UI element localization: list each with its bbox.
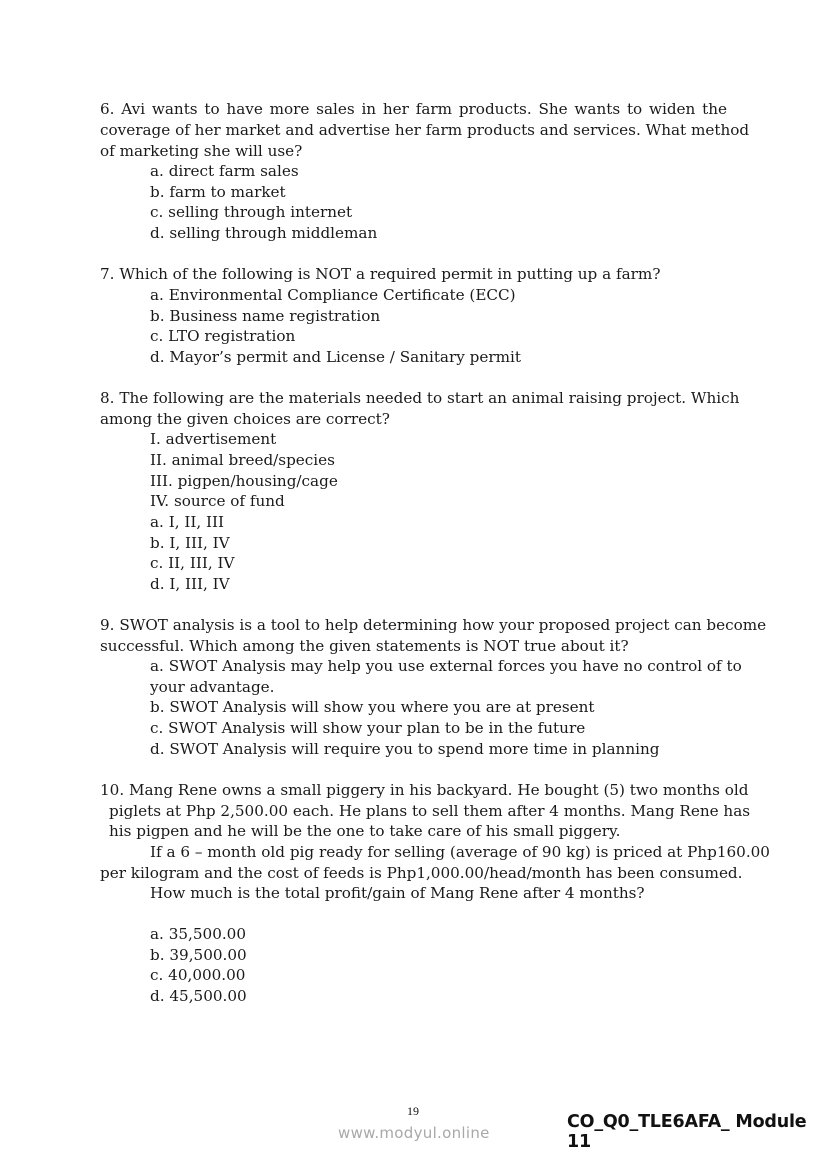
roman-item: II. animal breed/species <box>150 451 335 469</box>
question-stem-line: successful. Which among the given statements is NOT true about it? <box>100 637 629 655</box>
watermark-url: www.modyul.online <box>338 1124 490 1142</box>
answer-choice: c. LTO registration <box>150 327 296 345</box>
question-stem-line: 6. Avi wants to have more sales in her farm products. She wants to widen the <box>100 100 727 118</box>
answer-choice: a. I, II, III <box>150 513 225 531</box>
question-stem-line: piglets at Php 2,500.00 each. He plans to sell them after 4 months. Mang Rene has <box>109 802 751 820</box>
roman-item: I. advertisement <box>150 430 277 448</box>
answer-choice: b. I, III, IV <box>150 534 230 552</box>
question-stem-line: per kilogram and the cost of feeds is Php1,000.00/head/month has been consumed. <box>100 864 743 882</box>
answer-choice: d. I, III, IV <box>150 575 230 593</box>
answer-choice: d. SWOT Analysis will require you to spend more time in planning <box>150 740 660 758</box>
answer-choice: c. 40,000.00 <box>150 966 246 984</box>
module-code: CO_Q0_TLE6AFA_ Module 11 <box>567 1112 807 1152</box>
answer-choice: a. direct farm sales <box>150 162 299 180</box>
question-stem-line: coverage of her market and advertise her farm products and services. What method <box>100 121 750 139</box>
answer-choice-continued: your advantage. <box>150 678 275 696</box>
answer-choice: d. selling through middleman <box>150 224 378 242</box>
roman-item: III. pigpen/housing/cage <box>150 472 338 490</box>
answer-choice: b. SWOT Analysis will show you where you are at present <box>150 698 595 716</box>
answer-choice: a. 35,500.00 <box>150 925 247 943</box>
answer-choice: c. II, III, IV <box>150 554 235 572</box>
answer-choice: b. 39,500.00 <box>150 946 247 964</box>
question-stem-line: among the given choices are correct? <box>100 410 390 428</box>
question-stem-line: his pigpen and he will be the one to take care of his small piggery. <box>109 822 621 840</box>
answer-choice: d. Mayor’s permit and License / Sanitary permit <box>150 348 521 366</box>
answer-choice: a. SWOT Analysis may help you use external forces you have no control of to <box>150 657 742 675</box>
answer-choice: d. 45,500.00 <box>150 987 247 1005</box>
question-stem-line: of marketing she will use? <box>100 142 303 160</box>
question-stem-line: If a 6 – month old pig ready for selling (average of 90 kg) is priced at Php160.00 <box>150 843 770 861</box>
answer-choice: c. selling through internet <box>150 203 353 221</box>
answer-choice: b. Business name registration <box>150 307 381 325</box>
answer-choice: b. farm to market <box>150 183 286 201</box>
roman-item: IV. source of fund <box>150 492 285 510</box>
answer-choice: a. Environmental Compliance Certificate (ECC) <box>150 286 516 304</box>
question-stem-line: 9. SWOT analysis is a tool to help determining how your proposed project can become <box>100 616 767 634</box>
question-stem-line: 7. Which of the following is NOT a required permit in putting up a farm? <box>100 265 661 283</box>
answer-choice: c. SWOT Analysis will show your plan to be in the future <box>150 719 586 737</box>
question-stem-line: How much is the total profit/gain of Mang Rene after 4 months? <box>150 884 645 902</box>
question-stem-line: 8. The following are the materials needed to start an animal raising project. Which <box>100 389 740 407</box>
question-stem-line: 10. Mang Rene owns a small piggery in his backyard. He bought (5) two months old <box>100 781 749 799</box>
page-number: 19 <box>407 1104 419 1118</box>
